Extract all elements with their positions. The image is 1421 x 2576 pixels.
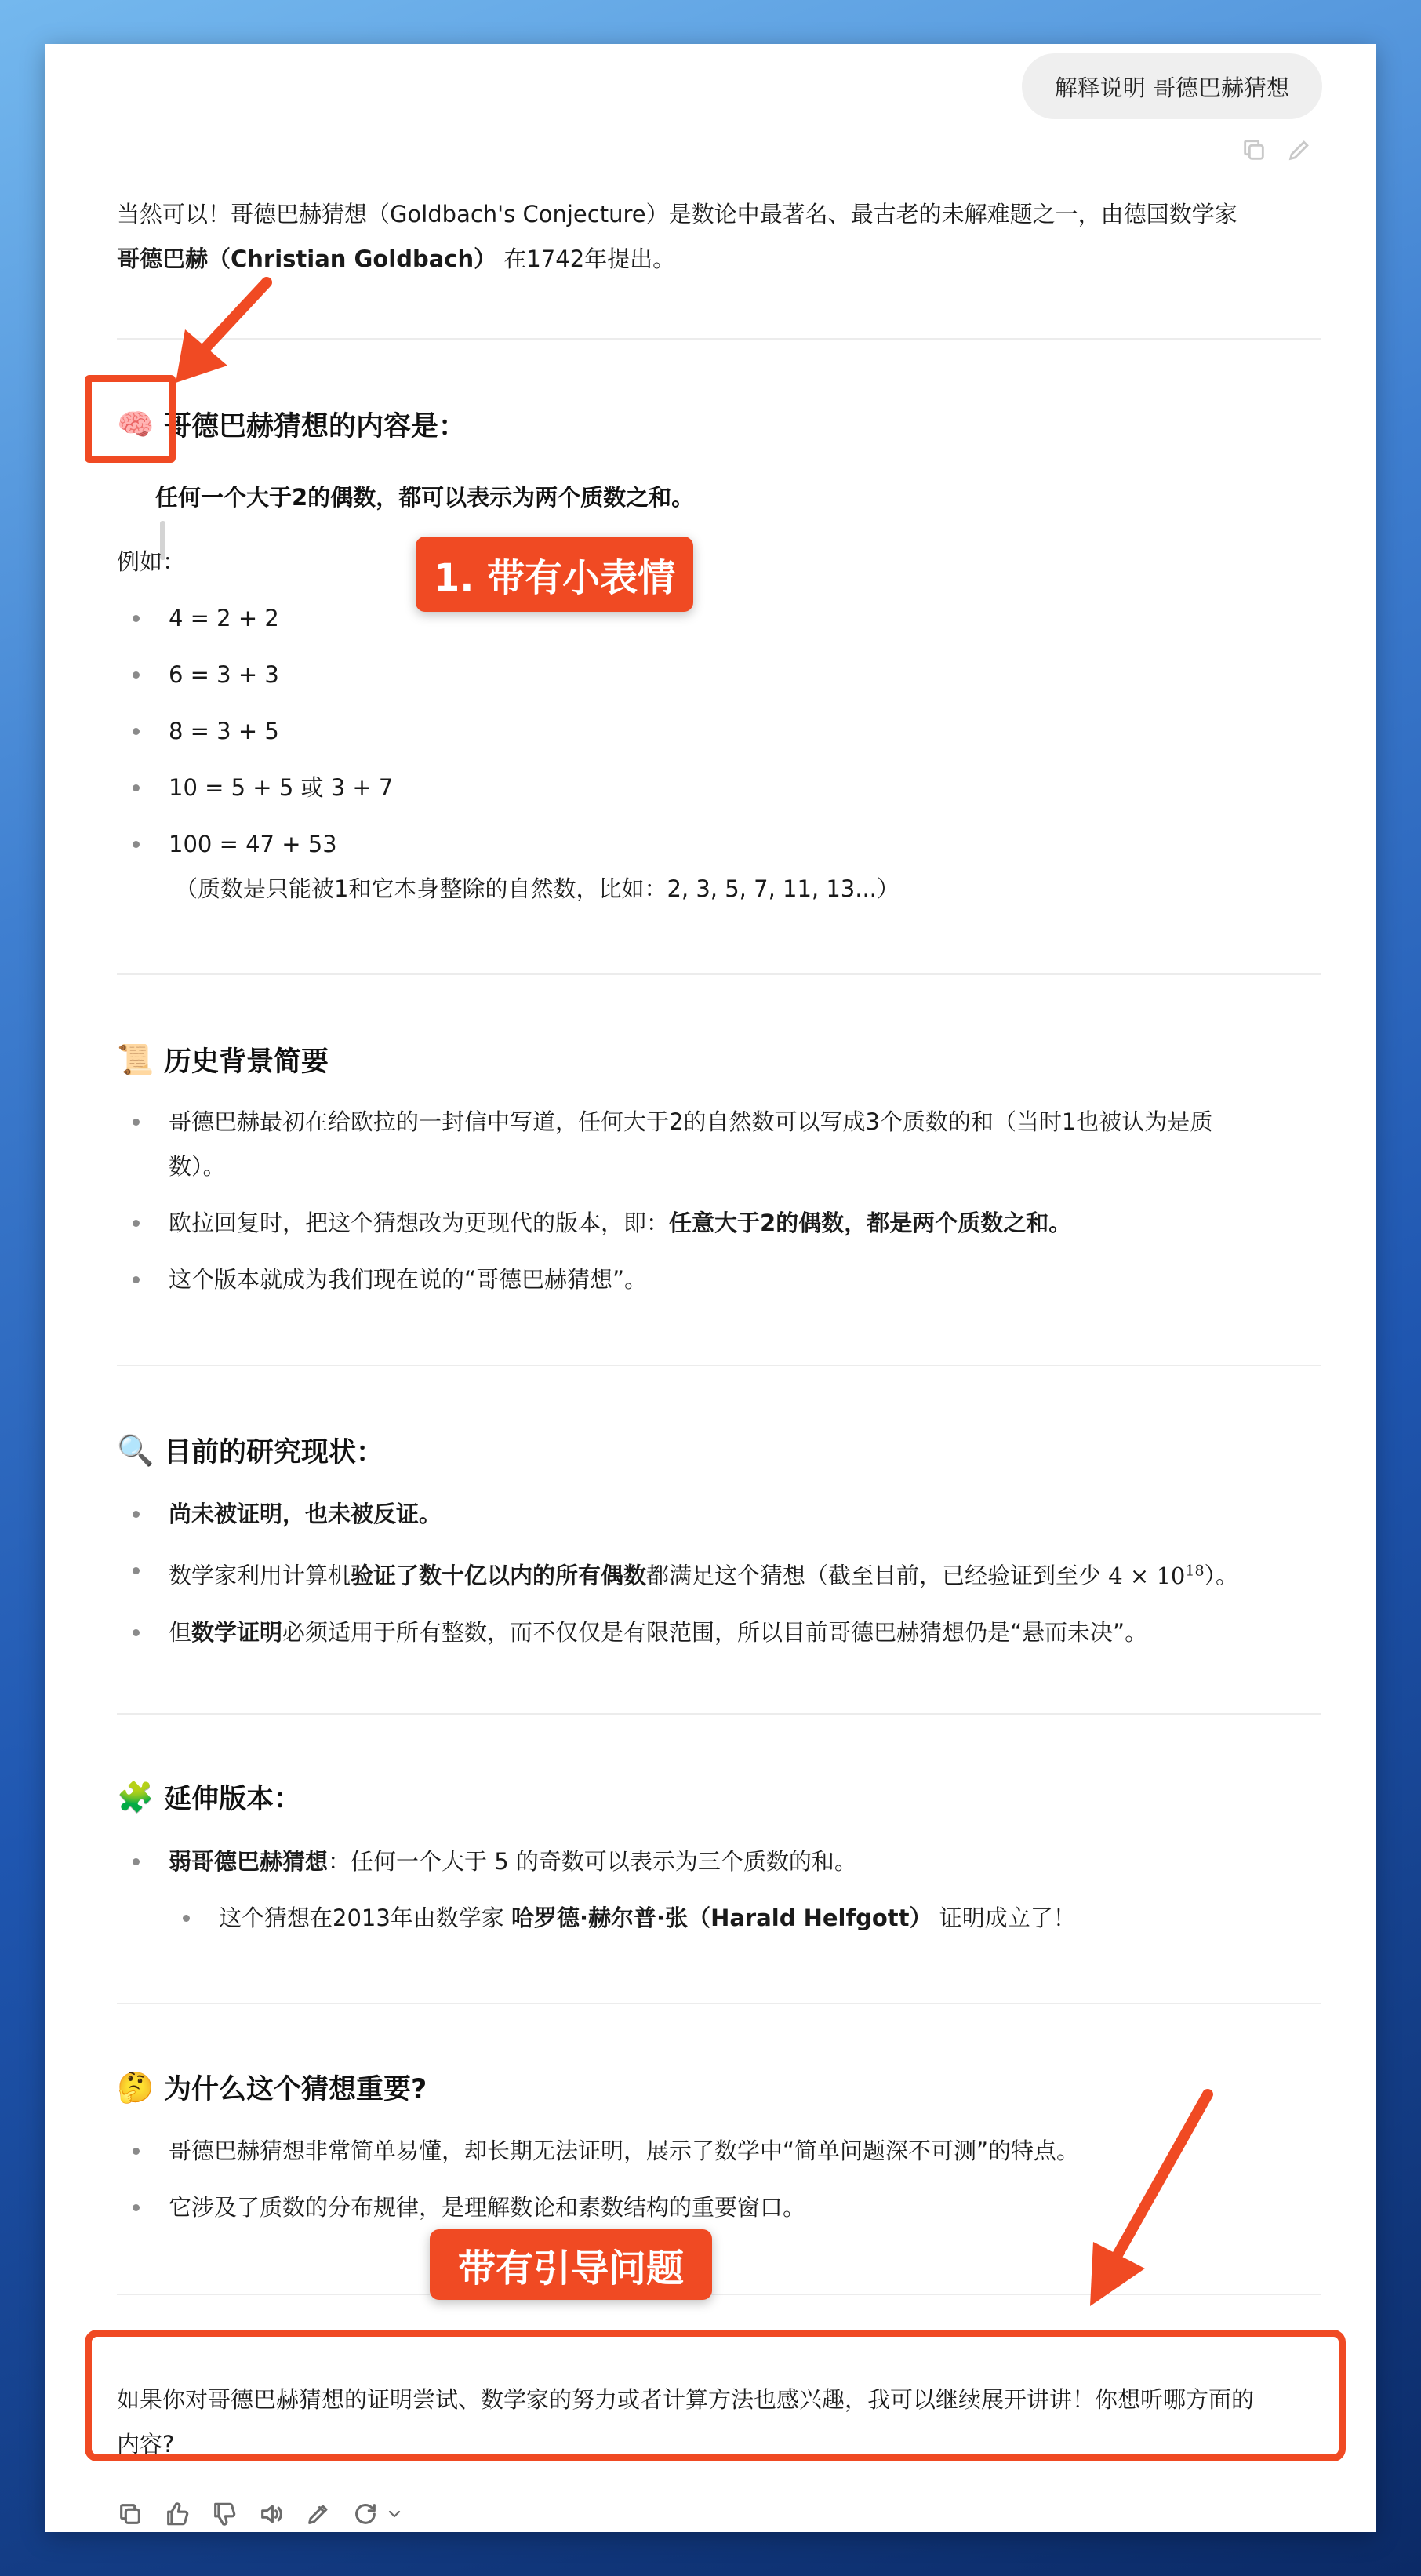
user-message-actions — [1241, 136, 1313, 163]
scroll-emoji-icon: 📜 — [117, 1042, 154, 1077]
divider — [117, 1713, 1321, 1715]
example-label: 例如： — [117, 548, 186, 575]
section-3-title: 目前的研究现状： — [164, 1437, 384, 1468]
intro-rest: 在1742年提出。 — [496, 246, 676, 272]
list-item: 4 = 2 + 2 — [117, 596, 1325, 641]
regenerate-icon[interactable] — [352, 2501, 379, 2527]
edit-icon[interactable] — [1286, 136, 1313, 163]
prime-note: （质数是只能被1和它本身整除的自然数，比如：2, 3, 5, 7, 11, 13...） — [175, 875, 899, 902]
copy-icon[interactable] — [117, 2501, 144, 2527]
example-100: 100 = 47 + 53 — [169, 831, 337, 857]
sub-item-pre: 这个猜想在2013年由数学家 — [219, 1905, 512, 1931]
closing-line-2: 内容? — [117, 2431, 175, 2458]
list-item — [117, 822, 1325, 911]
section-4-heading — [117, 1777, 301, 1817]
magnifier-emoji-icon: 🔍 — [117, 1432, 154, 1468]
section-3-heading — [117, 1431, 383, 1470]
intro-line-2 — [117, 237, 1321, 282]
section-5-title: 为什么这个猜想重要? — [164, 2074, 427, 2105]
section-1-title: 哥德巴赫猜想的内容是： — [164, 411, 467, 442]
research-item-3-b: 数学证明 — [191, 1618, 283, 1646]
sub-item-post: 证明成立了！ — [932, 1905, 1076, 1931]
section-2-heading — [117, 1040, 329, 1079]
list-item — [117, 1548, 1325, 1599]
list-item: 它涉及了质数的分布规律，是理解数论和素数结构的重要窗口。 — [117, 2185, 1325, 2230]
divider — [117, 2003, 1321, 2004]
puzzle-emoji-icon: 🧩 — [117, 1779, 154, 1814]
edit-icon[interactable] — [305, 2501, 332, 2527]
intro-paragraph — [117, 192, 1321, 282]
user-message-text: 解释说明 哥德巴赫猜想 — [1054, 74, 1289, 101]
research-item-2-a: 数学家利用计算机 — [169, 1562, 351, 1589]
list-item — [117, 1492, 1325, 1537]
divider — [117, 2294, 1321, 2295]
list-item: 哥德巴赫猜想非常简单易懂，却长期无法证明，展示了数学中“简单问题深不可测”的特点。 — [117, 2129, 1325, 2174]
message-actions — [117, 2501, 404, 2527]
extension-list — [117, 1839, 1325, 1941]
user-message-bubble — [1022, 53, 1322, 119]
history-item-2-text: 欧拉回复时，把这个猜想改为更现代的版本，即： — [169, 1210, 670, 1236]
chevron-down-icon[interactable] — [385, 2505, 404, 2523]
divider — [117, 338, 1321, 340]
brain-emoji-icon: 🧠 — [117, 406, 154, 442]
research-item-1: 尚未被证明，也未被反证。 — [169, 1501, 442, 1527]
intro-bold: 哥德巴赫（Christian Goldbach） — [117, 246, 497, 272]
section-5-heading — [117, 2068, 427, 2107]
sub-item-bold: 哈罗德·赫尔普·张（Harald Helfgott） — [511, 1905, 932, 1931]
thinking-emoji-icon: 🤔 — [117, 2069, 154, 2105]
divider — [117, 973, 1321, 975]
thumbs-down-icon[interactable] — [211, 2501, 238, 2527]
list-item — [117, 1839, 1325, 1884]
closing-line-1: 如果你对哥德巴赫猜想的证明尝试、数学家的努力或者计算方法也感兴趣，我可以继续展开讲讲！你想听哪方面的 — [117, 2386, 1255, 2413]
closing-highlight-box — [85, 2330, 1346, 2461]
annotation-label-question: 带有引导问题 — [430, 2229, 712, 2300]
list-item: 6 = 3 + 3 — [117, 653, 1325, 697]
research-item-2-d: ）。 — [1204, 1562, 1239, 1589]
thumbs-up-icon[interactable] — [164, 2501, 191, 2527]
list-item: 10 = 5 + 5 或 3 + 7 — [117, 766, 1325, 810]
math-base: 4 × 10 — [1108, 1562, 1186, 1589]
list-item — [117, 1201, 1325, 1246]
math-exponent: 18 — [1185, 1562, 1205, 1579]
section-4-title: 延伸版本： — [164, 1784, 302, 1815]
research-item-3-c: 必须适用于所有整数，而不仅仅是有限范围，所以目前哥德巴赫猜想仍是“悬而未决”。 — [282, 1618, 1148, 1646]
research-item-2-c: 都满足这个猜想（截至目前，已经验证到至少 — [646, 1562, 1109, 1589]
emoji-highlight-box — [85, 375, 176, 463]
research-item-2-b: 验证了数十亿以内的所有偶数 — [351, 1562, 647, 1589]
importance-list — [117, 2129, 1325, 2230]
list-item — [117, 1100, 1325, 1189]
blockquote: 任何一个大于2的偶数，都可以表示为两个质数之和。 — [155, 484, 695, 511]
history-item-2-bold: 任意大于2的偶数，都是两个质数之和。 — [669, 1210, 1072, 1236]
list-item: 8 = 3 + 5 — [117, 709, 1325, 754]
math-expression — [1108, 1563, 1204, 1589]
divider — [117, 1365, 1321, 1366]
speaker-icon[interactable] — [258, 2501, 285, 2527]
annotation-label-emoji: 1. 带有小表情 — [416, 537, 693, 612]
history-item-1-line-2: 数）。 — [169, 1153, 226, 1180]
chat-card — [45, 44, 1376, 2532]
copy-icon[interactable] — [1241, 136, 1267, 163]
weak-goldbach-bold: 弱哥德巴赫猜想 — [169, 1848, 329, 1875]
list-item — [117, 1610, 1325, 1655]
history-item-1-line-1: 哥德巴赫最初在给欧拉的一封信中写道，任何大于2的自然数可以写成3个质数的和（当时1也被认为是质 — [169, 1108, 1213, 1135]
weak-goldbach-text: ：任何一个大于 5 的奇数可以表示为三个质数的和。 — [328, 1848, 857, 1875]
list-item: 这个版本就成为我们现在说的“哥德巴赫猜想”。 — [117, 1257, 1325, 1302]
research-item-3-a: 但 — [169, 1618, 192, 1646]
history-list — [117, 1100, 1325, 1302]
example-list — [117, 596, 1325, 911]
sub-list-item — [117, 1896, 1325, 1941]
section-2-title: 历史背景简要 — [164, 1046, 329, 1078]
research-list — [117, 1492, 1325, 1655]
intro-line-1: 当然可以！哥德巴赫猜想（Goldbach's Conjecture）是数论中最著名、最古老的未解难题之一，由德国数学家 — [117, 201, 1237, 227]
